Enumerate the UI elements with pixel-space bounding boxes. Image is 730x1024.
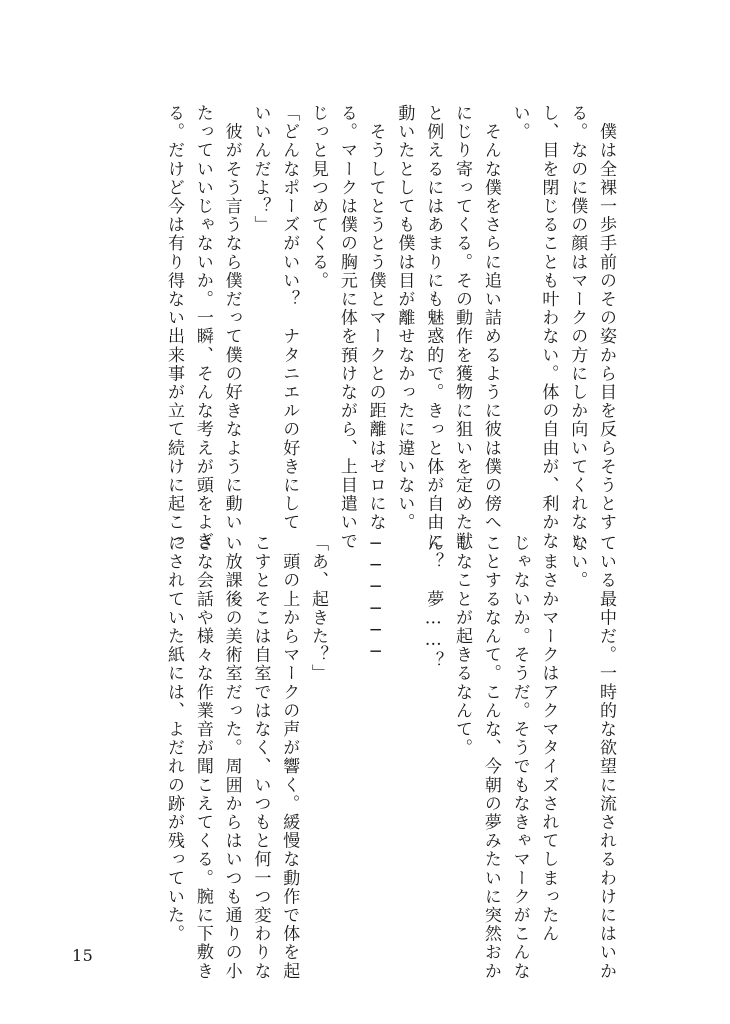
text-line: しなことが起きるなんて。 bbox=[452, 534, 473, 758]
text-line: と例えるにはあまりにも魅惑的で。きっと体が自由に bbox=[423, 104, 444, 551]
text-line: ────── bbox=[365, 534, 386, 664]
text-line: ことするなんて。こんな、今朝の夢みたいに突然おか bbox=[480, 534, 501, 981]
text-line: さな会話や様々な作業音が聞こえてくる。腕に下敷き bbox=[192, 534, 213, 981]
text-line: たっていいじゃないか。一瞬、そんな考えが頭をよぎ bbox=[192, 104, 213, 551]
text-line: じゃないか。そうだ。そうでもなきゃマークがこんな bbox=[509, 534, 530, 981]
text-line: 僕は全裸一歩手前のその姿から目を反らそうとす bbox=[596, 104, 616, 532]
text-line: こすとそこは自室ではなく、いつもと何一つ変わりな bbox=[250, 534, 271, 981]
text-line: る。だけど今は有り得ない出来事が立て続けに起こっ bbox=[164, 104, 185, 551]
text-line bbox=[332, 534, 361, 934]
text-line: ん？ 夢……？ bbox=[423, 534, 444, 671]
page-number: 15 bbox=[72, 946, 94, 965]
text-line: にじり寄ってくる。その動作を獲物に狙いを定めた獣 bbox=[452, 104, 473, 551]
text-line: 頭の上からマークの声が響く。緩慢な動作で体を起 bbox=[279, 534, 300, 981]
text-line: そんな僕をさらに追い詰めるように彼は僕の傍へ bbox=[480, 104, 501, 532]
text-line: まさかマークはアクマタイズされてしまったん bbox=[538, 534, 559, 944]
text-line: し、目を閉じることも叶わない。体の自由が、利かな bbox=[538, 104, 559, 551]
text-block-top bbox=[159, 104, 620, 551]
text-line: じっと見つめてくる。 bbox=[308, 104, 329, 290]
text-line: そうしてとうとう僕とマークとの距離はゼロにな bbox=[365, 104, 386, 532]
text-line: 「どんなポーズがいい？ ナタニエルの好きにして bbox=[279, 104, 300, 532]
text-line: い放課後の美術室だった。周囲からはいつも通りの小 bbox=[221, 534, 242, 981]
text-line: いいんだよ？」 bbox=[250, 104, 271, 235]
text-line: る。なのに僕の顔はマークの方にしか向いてくれない bbox=[567, 104, 588, 551]
text-line: ない。 bbox=[567, 534, 588, 590]
text-line: 彼がそう言うなら僕だって僕の好きなように動い bbox=[221, 104, 242, 532]
text-line: ている最中だ。一時的な欲望に流されるわけにはいか bbox=[596, 534, 616, 981]
text-line: にされていた紙には、よだれの跡が残っていた。 bbox=[164, 534, 185, 944]
text-line: い。 bbox=[509, 104, 530, 142]
text-line: る。マークは僕の胸元に体を預けながら、上目遣いで bbox=[336, 104, 357, 551]
text-line: 「あ、起きた？」 bbox=[308, 534, 329, 683]
text-block-bottom bbox=[159, 534, 620, 981]
text-line: 動いたとしても僕は目が離せなかったに違いない。 bbox=[394, 104, 415, 532]
text-line bbox=[390, 534, 419, 934]
